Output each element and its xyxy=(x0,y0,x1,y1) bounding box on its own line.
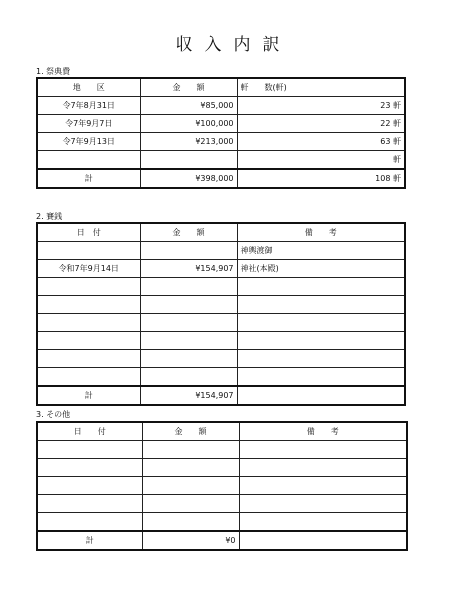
cell-note xyxy=(239,459,407,477)
cell-count xyxy=(237,115,405,133)
cell-date xyxy=(37,459,142,477)
cell-count xyxy=(237,97,405,115)
cell-amount xyxy=(140,151,237,170)
table-row xyxy=(37,350,405,368)
total-amount: ¥0 xyxy=(142,531,239,550)
cell-date xyxy=(37,350,140,368)
section1-heading: 1. 祭典費 xyxy=(36,67,71,76)
table-row xyxy=(37,477,407,495)
header-count: 軒 数(軒) xyxy=(237,78,405,97)
cell-note xyxy=(237,350,405,368)
cell-note: 神輿渡御 xyxy=(237,242,405,260)
cell-date xyxy=(37,368,140,387)
header-amount: 金 額 xyxy=(140,223,237,242)
table-row xyxy=(37,115,405,133)
count-unit: 軒 xyxy=(393,119,401,128)
count-unit: 軒 xyxy=(393,137,401,146)
cell-area xyxy=(37,151,140,170)
total-label: 計 xyxy=(37,169,140,188)
other-income-table xyxy=(36,421,408,551)
table-row xyxy=(37,260,405,278)
cell-date: 令和7年9月14日 xyxy=(37,260,140,278)
cell-note xyxy=(237,368,405,387)
cell-date xyxy=(37,296,140,314)
table-header-row xyxy=(37,223,405,242)
total-note xyxy=(237,386,405,405)
total-label: 計 xyxy=(37,386,140,405)
table-row xyxy=(37,314,405,332)
header-amount: 金 額 xyxy=(142,422,239,441)
cell-amount: ¥154,907 xyxy=(140,260,237,278)
header-note: 備 考 xyxy=(239,422,407,441)
cell-note xyxy=(239,477,407,495)
cell-date xyxy=(37,278,140,296)
count-value: 23 xyxy=(380,101,391,110)
cell-amount xyxy=(140,350,237,368)
table-row xyxy=(37,133,405,151)
count-value: 63 xyxy=(380,137,391,146)
cell-amount: ¥213,000 xyxy=(140,133,237,151)
cell-note xyxy=(239,441,407,459)
cell-date xyxy=(37,513,142,532)
table-row xyxy=(37,441,407,459)
table-row xyxy=(37,459,407,477)
table-row xyxy=(37,97,405,115)
cell-note xyxy=(237,278,405,296)
total-note xyxy=(239,531,407,550)
table-row xyxy=(37,278,405,296)
table-row xyxy=(37,332,405,350)
cell-note xyxy=(237,314,405,332)
cell-amount xyxy=(140,368,237,387)
table-row xyxy=(37,513,407,532)
cell-date xyxy=(37,242,140,260)
cell-amount xyxy=(142,441,239,459)
cell-count xyxy=(237,133,405,151)
cell-note xyxy=(237,296,405,314)
table-total-row xyxy=(37,531,407,550)
cell-area: 令7年9月7日 xyxy=(37,115,140,133)
cell-note xyxy=(239,495,407,513)
cell-amount xyxy=(142,495,239,513)
count-unit: 軒 xyxy=(393,155,401,164)
cell-amount xyxy=(140,296,237,314)
cell-date xyxy=(37,314,140,332)
festival-fee-table xyxy=(36,77,406,189)
table-row xyxy=(37,296,405,314)
cell-date xyxy=(37,477,142,495)
cell-amount xyxy=(140,332,237,350)
cell-amount xyxy=(142,513,239,532)
total-count xyxy=(237,169,405,188)
cell-amount xyxy=(140,242,237,260)
cell-amount xyxy=(140,314,237,332)
count-unit: 軒 xyxy=(393,174,401,183)
table-row xyxy=(37,368,405,387)
table-row xyxy=(37,242,405,260)
cell-count xyxy=(237,151,405,170)
table-total-row xyxy=(37,386,405,405)
cell-amount: ¥100,000 xyxy=(140,115,237,133)
header-amount: 金 額 xyxy=(140,78,237,97)
total-amount: ¥154,907 xyxy=(140,386,237,405)
offering-table xyxy=(36,222,406,406)
cell-area: 令7年9月13日 xyxy=(37,133,140,151)
section3-heading: 3. その他 xyxy=(36,410,71,419)
count-value: 22 xyxy=(380,119,391,128)
total-label: 計 xyxy=(37,531,142,550)
table-total-row xyxy=(37,169,405,188)
cell-amount xyxy=(142,459,239,477)
header-note: 備 考 xyxy=(237,223,405,242)
section2-heading: 2. 賽銭 xyxy=(36,212,63,221)
total-amount: ¥398,000 xyxy=(140,169,237,188)
cell-amount xyxy=(142,477,239,495)
cell-date xyxy=(37,332,140,350)
header-date: 日 付 xyxy=(37,422,142,441)
table-row xyxy=(37,151,405,170)
count-value: 108 xyxy=(375,174,391,183)
header-area: 地 区 xyxy=(37,78,140,97)
cell-amount xyxy=(140,278,237,296)
cell-date xyxy=(37,441,142,459)
cell-note xyxy=(239,513,407,532)
table-row xyxy=(37,495,407,513)
cell-amount: ¥85,000 xyxy=(140,97,237,115)
header-date: 日 付 xyxy=(37,223,140,242)
table-header-row xyxy=(37,422,407,441)
cell-date xyxy=(37,495,142,513)
page-title: 収入内訳 xyxy=(175,35,292,55)
cell-note xyxy=(237,332,405,350)
cell-area: 令7年8月31日 xyxy=(37,97,140,115)
cell-note: 神社(本殿) xyxy=(237,260,405,278)
count-unit: 軒 xyxy=(393,101,401,110)
table-header-row xyxy=(37,78,405,97)
